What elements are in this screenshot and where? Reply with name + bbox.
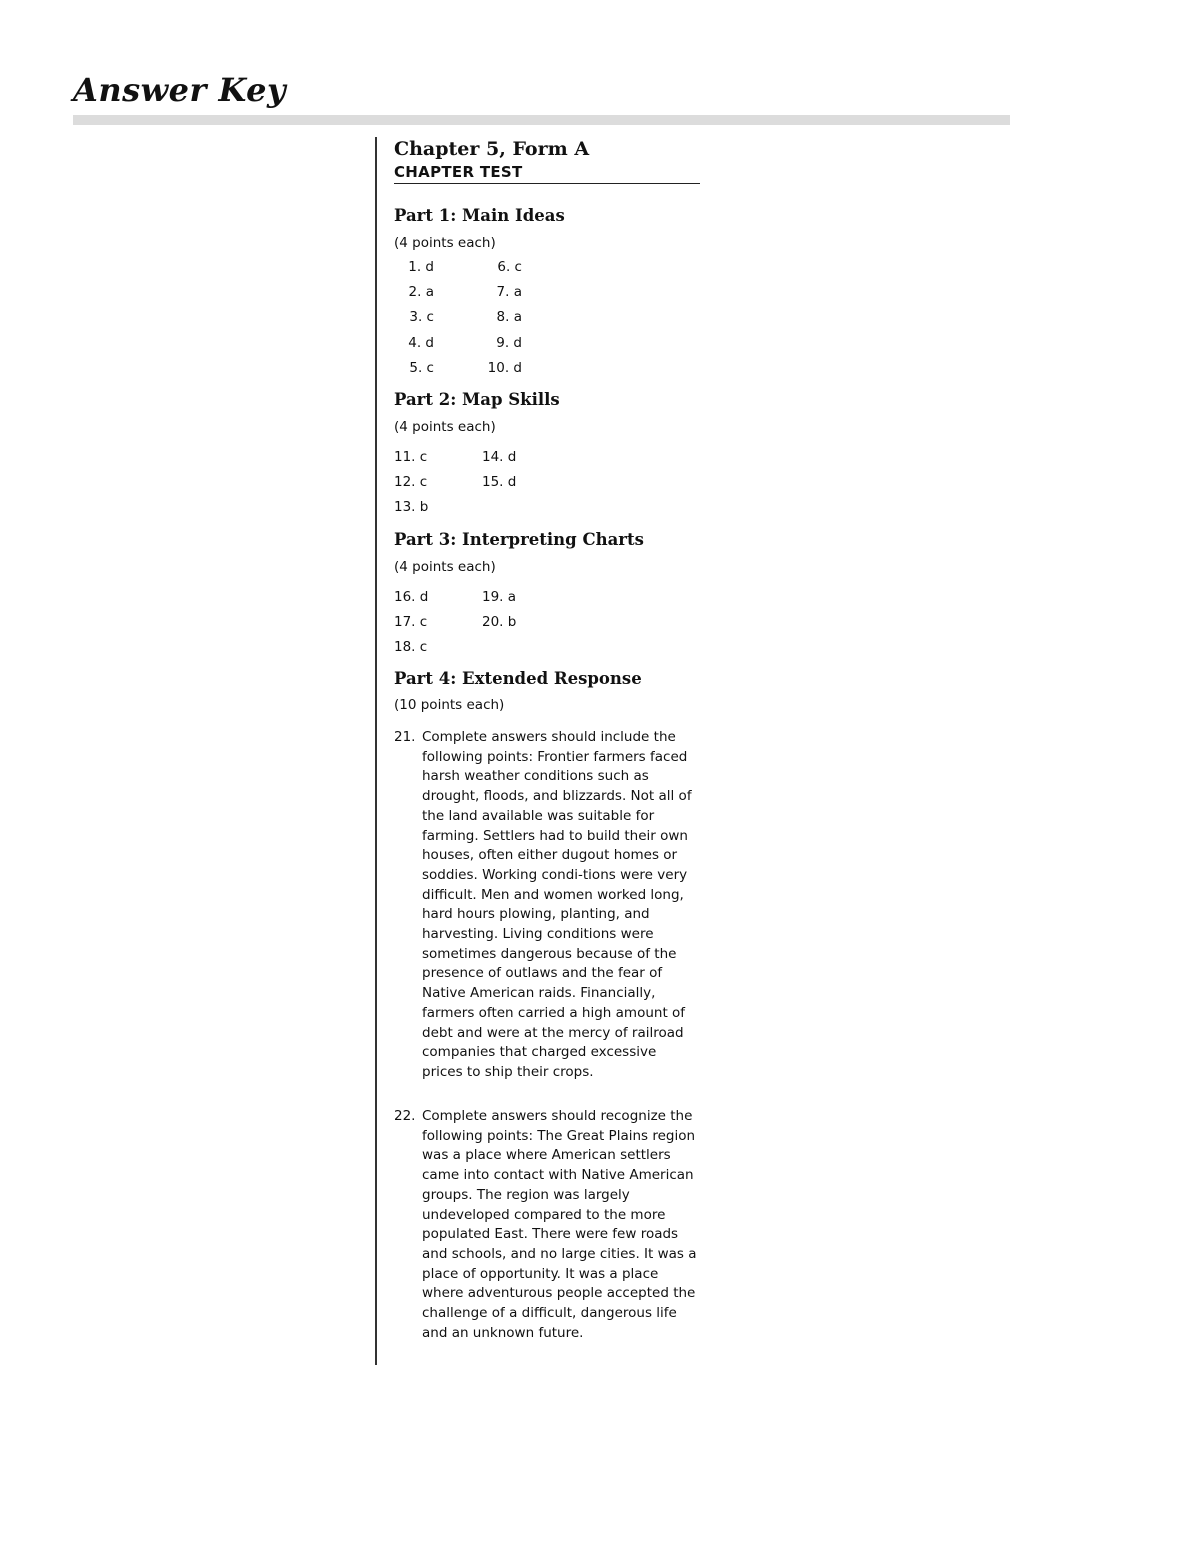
answer-item: 12. c <box>394 474 428 491</box>
part-4-heading: Part 4: Extended Response <box>394 669 642 688</box>
answer-item: 13. b <box>394 499 429 516</box>
chapter-header <box>394 137 700 184</box>
answer-item: 7. a <box>496 284 522 301</box>
answer-item: 9. d <box>496 334 522 351</box>
answer-row <box>394 470 594 495</box>
answer-item: 4. d <box>408 334 434 351</box>
part-2-heading: Part 2: Map Skills <box>394 390 560 409</box>
answer-row <box>394 445 594 470</box>
part-3-points: (4 points each) <box>394 559 496 575</box>
answer-row <box>394 585 594 610</box>
page-title: Answer Key <box>73 71 287 109</box>
part-1-answers <box>394 255 594 381</box>
answer-item: 16. d <box>394 589 429 605</box>
part-4-points: (10 points each) <box>394 697 505 713</box>
part-1-points: (4 points each) <box>394 235 496 251</box>
answer-item: 6. c <box>497 259 522 275</box>
response-item <box>394 1107 700 1343</box>
answer-item: 2. a <box>408 284 434 301</box>
part-1-heading: Part 1: Main Ideas <box>394 206 565 225</box>
answer-item: 17. c <box>394 614 428 631</box>
part-3-heading: Part 3: Interpreting Charts <box>394 530 644 549</box>
answer-column <box>375 137 705 1365</box>
answer-row <box>394 356 594 381</box>
answer-item: 15. d <box>482 474 517 491</box>
answer-row <box>394 255 594 280</box>
part-2-answers <box>394 445 594 521</box>
part-3-answers <box>394 585 594 661</box>
answer-row <box>394 280 594 305</box>
chapter-title: Chapter 5, Form A <box>394 138 590 160</box>
answer-row <box>394 305 594 330</box>
answer-item: 19. a <box>482 589 517 605</box>
part-2-points: (4 points each) <box>394 419 496 435</box>
answer-row <box>394 610 594 635</box>
answer-item: 18. c <box>394 639 428 656</box>
title-rule <box>73 115 1010 125</box>
response-number: 21. <box>394 729 416 745</box>
answer-item: 3. c <box>409 309 434 326</box>
answer-item: 5. c <box>409 359 434 376</box>
response-item <box>394 728 700 1083</box>
answer-item: 11. c <box>394 449 428 465</box>
response-text: Complete answers should include the following points: Frontier farmers faced harsh weather conditions such as drought, floods, and blizzards. Not all of the land available was suitable for farming. Settlers had to build their own houses, often either dugout homes or soddies. Working condi-tions were very difficult. Men and women worked long, hard hours plowing, planting, and harvesting. Living conditions were sometimes dangerous because of the presence of outlaws and the fear of Native American raids. Financially, farmers often carried a high amount of debt and were at the mercy of railroad companies that charged excessive prices to ship their crops. <box>422 729 692 1080</box>
answer-row <box>394 635 594 660</box>
answer-item: 14. d <box>482 449 517 465</box>
answer-item: 1. d <box>408 259 434 275</box>
answer-row <box>394 331 594 356</box>
answer-item: 8. a <box>496 309 522 326</box>
response-text: Complete answers should recognize the following points: The Great Plains region was a place where American settlers came into contact with Native American groups. The region was largely undeveloped compared to the more populated East. There were few roads and schools, and no large cities. It was a place of opportunity. It was a place where adventurous people accepted the challenge of a difficult, dangerous life and an unknown future. <box>422 1108 697 1341</box>
chapter-subtitle: CHAPTER TEST <box>394 161 700 184</box>
answer-item: 20. b <box>482 614 517 631</box>
answer-item: 10. d <box>487 359 522 376</box>
answer-row <box>394 495 594 520</box>
response-number: 22. <box>394 1108 416 1124</box>
